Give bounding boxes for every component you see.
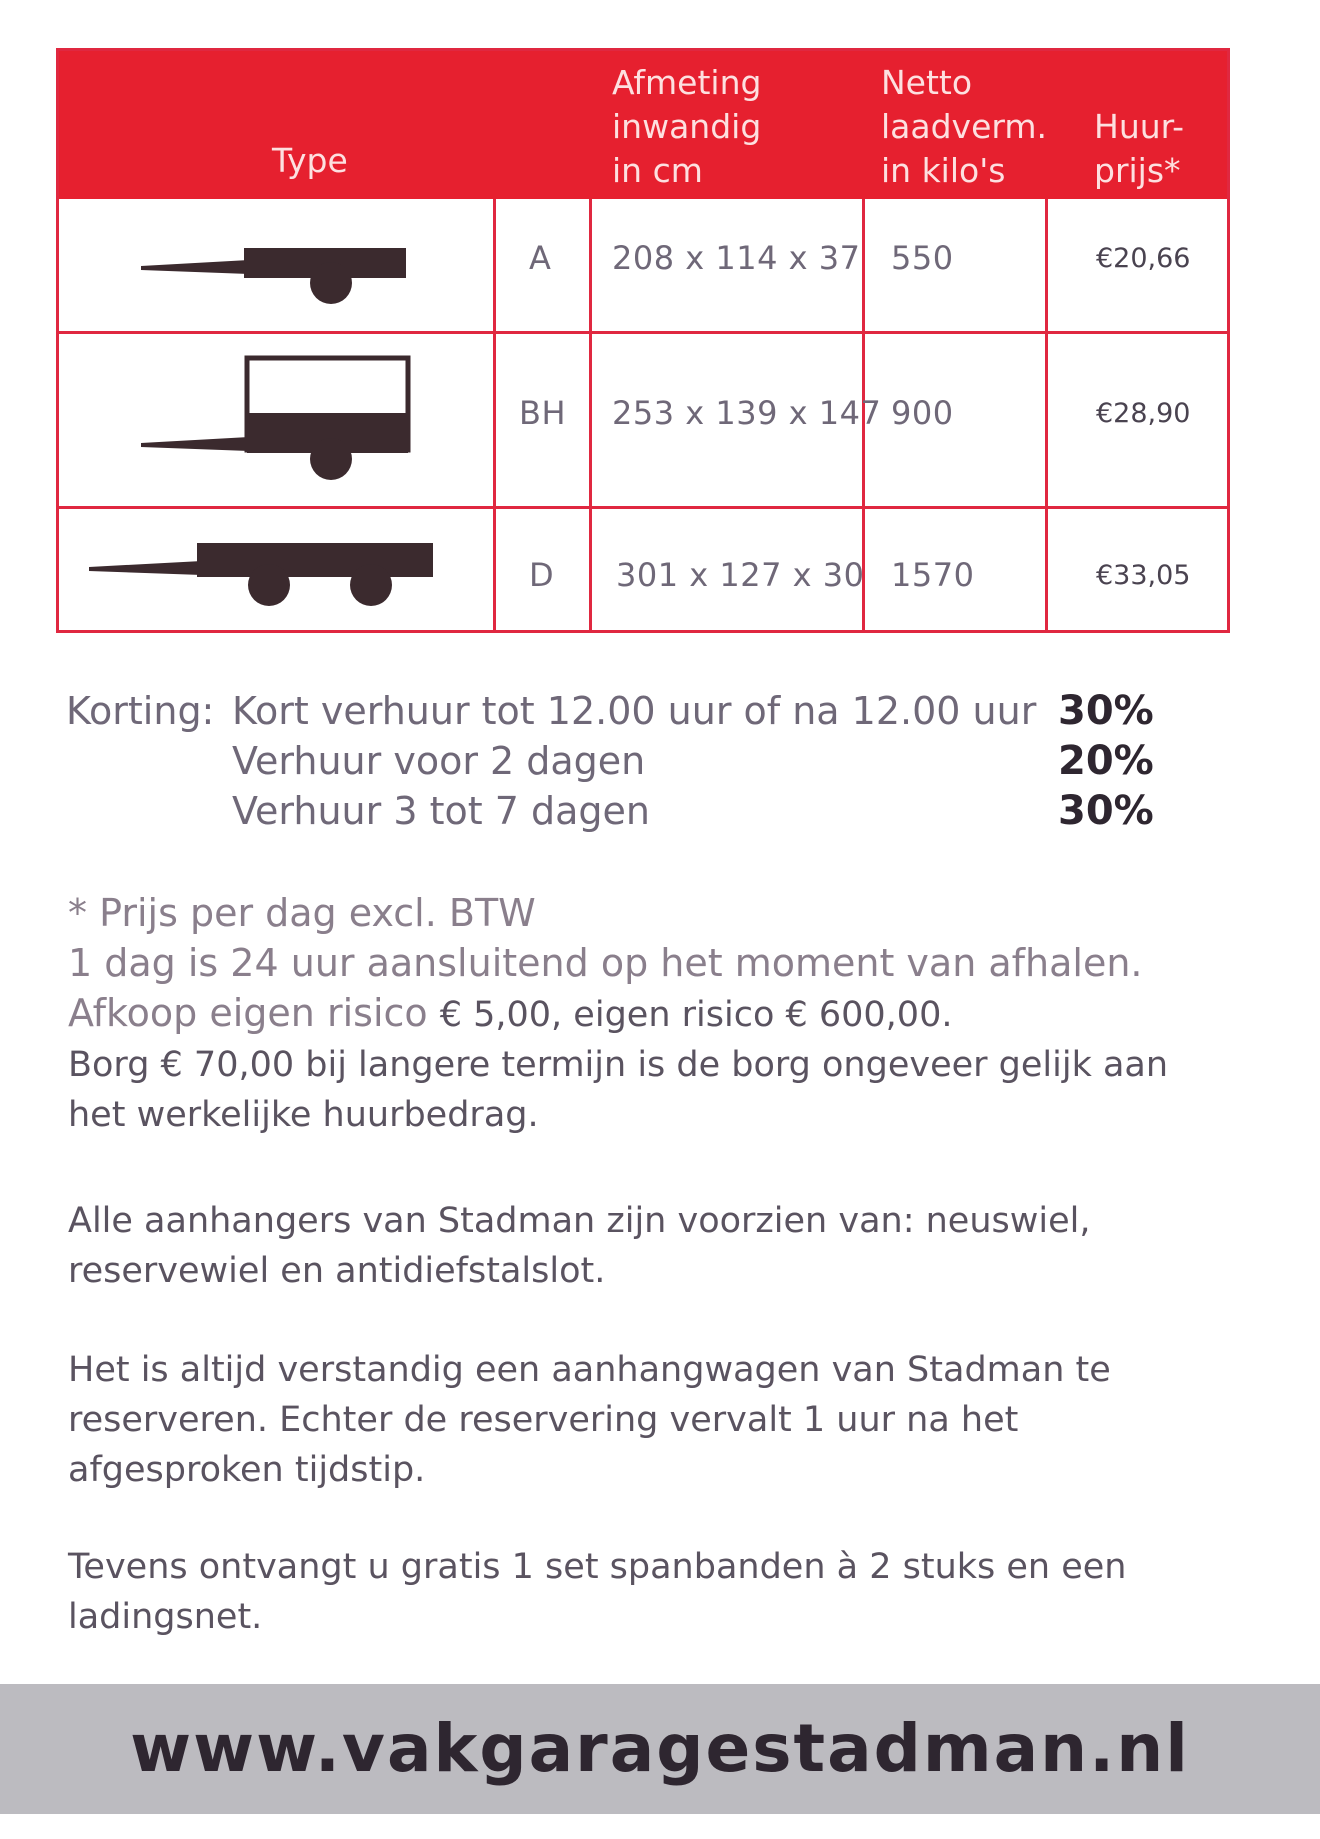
single-axle-flat-trailer-icon — [139, 226, 439, 326]
dimensions: 253 x 139 x 147 — [612, 394, 882, 432]
type-code: A — [529, 239, 552, 277]
reservation-note: Het is altijd verstandig een aanhangwagen van Stadman te reserveren. Echter de reservering vervalt 1 uur na het afgesproken tijdstip. — [68, 1350, 1111, 1490]
table-header — [59, 51, 1227, 199]
discount-item: Verhuur voor 2 dagen — [232, 739, 646, 783]
header-type: Type — [272, 141, 348, 180]
load-capacity: 1570 — [891, 556, 975, 594]
rental-price: €20,66 — [1096, 243, 1191, 274]
free-straps-note: Tevens ontvangt u gratis 1 set spanbanden à 2 stuks en een ladingsnet. — [68, 1547, 1127, 1637]
header-netto: Netto laadverm. in kilo's — [881, 63, 1048, 190]
column-divider — [1045, 199, 1048, 633]
load-capacity: 550 — [891, 239, 954, 277]
discount-percent: 20% — [1058, 738, 1154, 784]
dimensions: 301 x 127 x 30 — [616, 556, 865, 594]
column-divider — [589, 199, 592, 633]
equipment-note: Alle aanhangers van Stadman zijn voorzien van: neuswiel, reservewiel en antidiefstalslot. — [68, 1201, 1091, 1291]
rental-price-table — [56, 48, 1230, 633]
header-afmeting: Afmeting inwandig in cm — [612, 63, 762, 190]
discount-label: Korting: — [66, 689, 215, 733]
header-prijs: Huur- prijs* — [1094, 107, 1185, 190]
column-divider — [493, 199, 496, 633]
deductible-note: Afkoop eigen risico € 5,00, eigen risico € 600,00. — [68, 991, 953, 1035]
load-capacity: 900 — [891, 394, 954, 432]
rental-price: €28,90 — [1096, 398, 1191, 429]
terms-notes — [68, 888, 1228, 1140]
deposit-note: Borg € 70,00 bij langere termijn is de borg ongeveer gelijk aan het werkelijke huurbedrag. — [68, 1045, 1169, 1135]
website-link[interactable]: www.vakgaragestadman.nl — [130, 1710, 1190, 1787]
discount-item: Kort verhuur tot 12.00 uur of na 12.00 uur — [232, 689, 1037, 733]
discount-item: Verhuur 3 tot 7 dagen — [232, 789, 650, 833]
dimensions: 208 x 114 x 37 — [612, 239, 861, 277]
double-axle-flat-trailer-icon — [87, 521, 447, 621]
single-axle-box-trailer-icon — [139, 351, 439, 501]
discount-percent: 30% — [1058, 688, 1154, 734]
row-divider — [59, 506, 1227, 509]
day-definition: 1 dag is 24 uur aansluitend op het moment van afhalen. — [68, 941, 1143, 985]
row-divider — [59, 331, 1227, 334]
rental-price: €33,05 — [1096, 560, 1191, 591]
discount-percent: 30% — [1058, 788, 1154, 834]
price-note: * Prijs per dag excl. BTW — [68, 891, 536, 935]
type-code: D — [529, 556, 555, 594]
footer-bar — [0, 1684, 1320, 1814]
type-code: BH — [519, 394, 567, 432]
